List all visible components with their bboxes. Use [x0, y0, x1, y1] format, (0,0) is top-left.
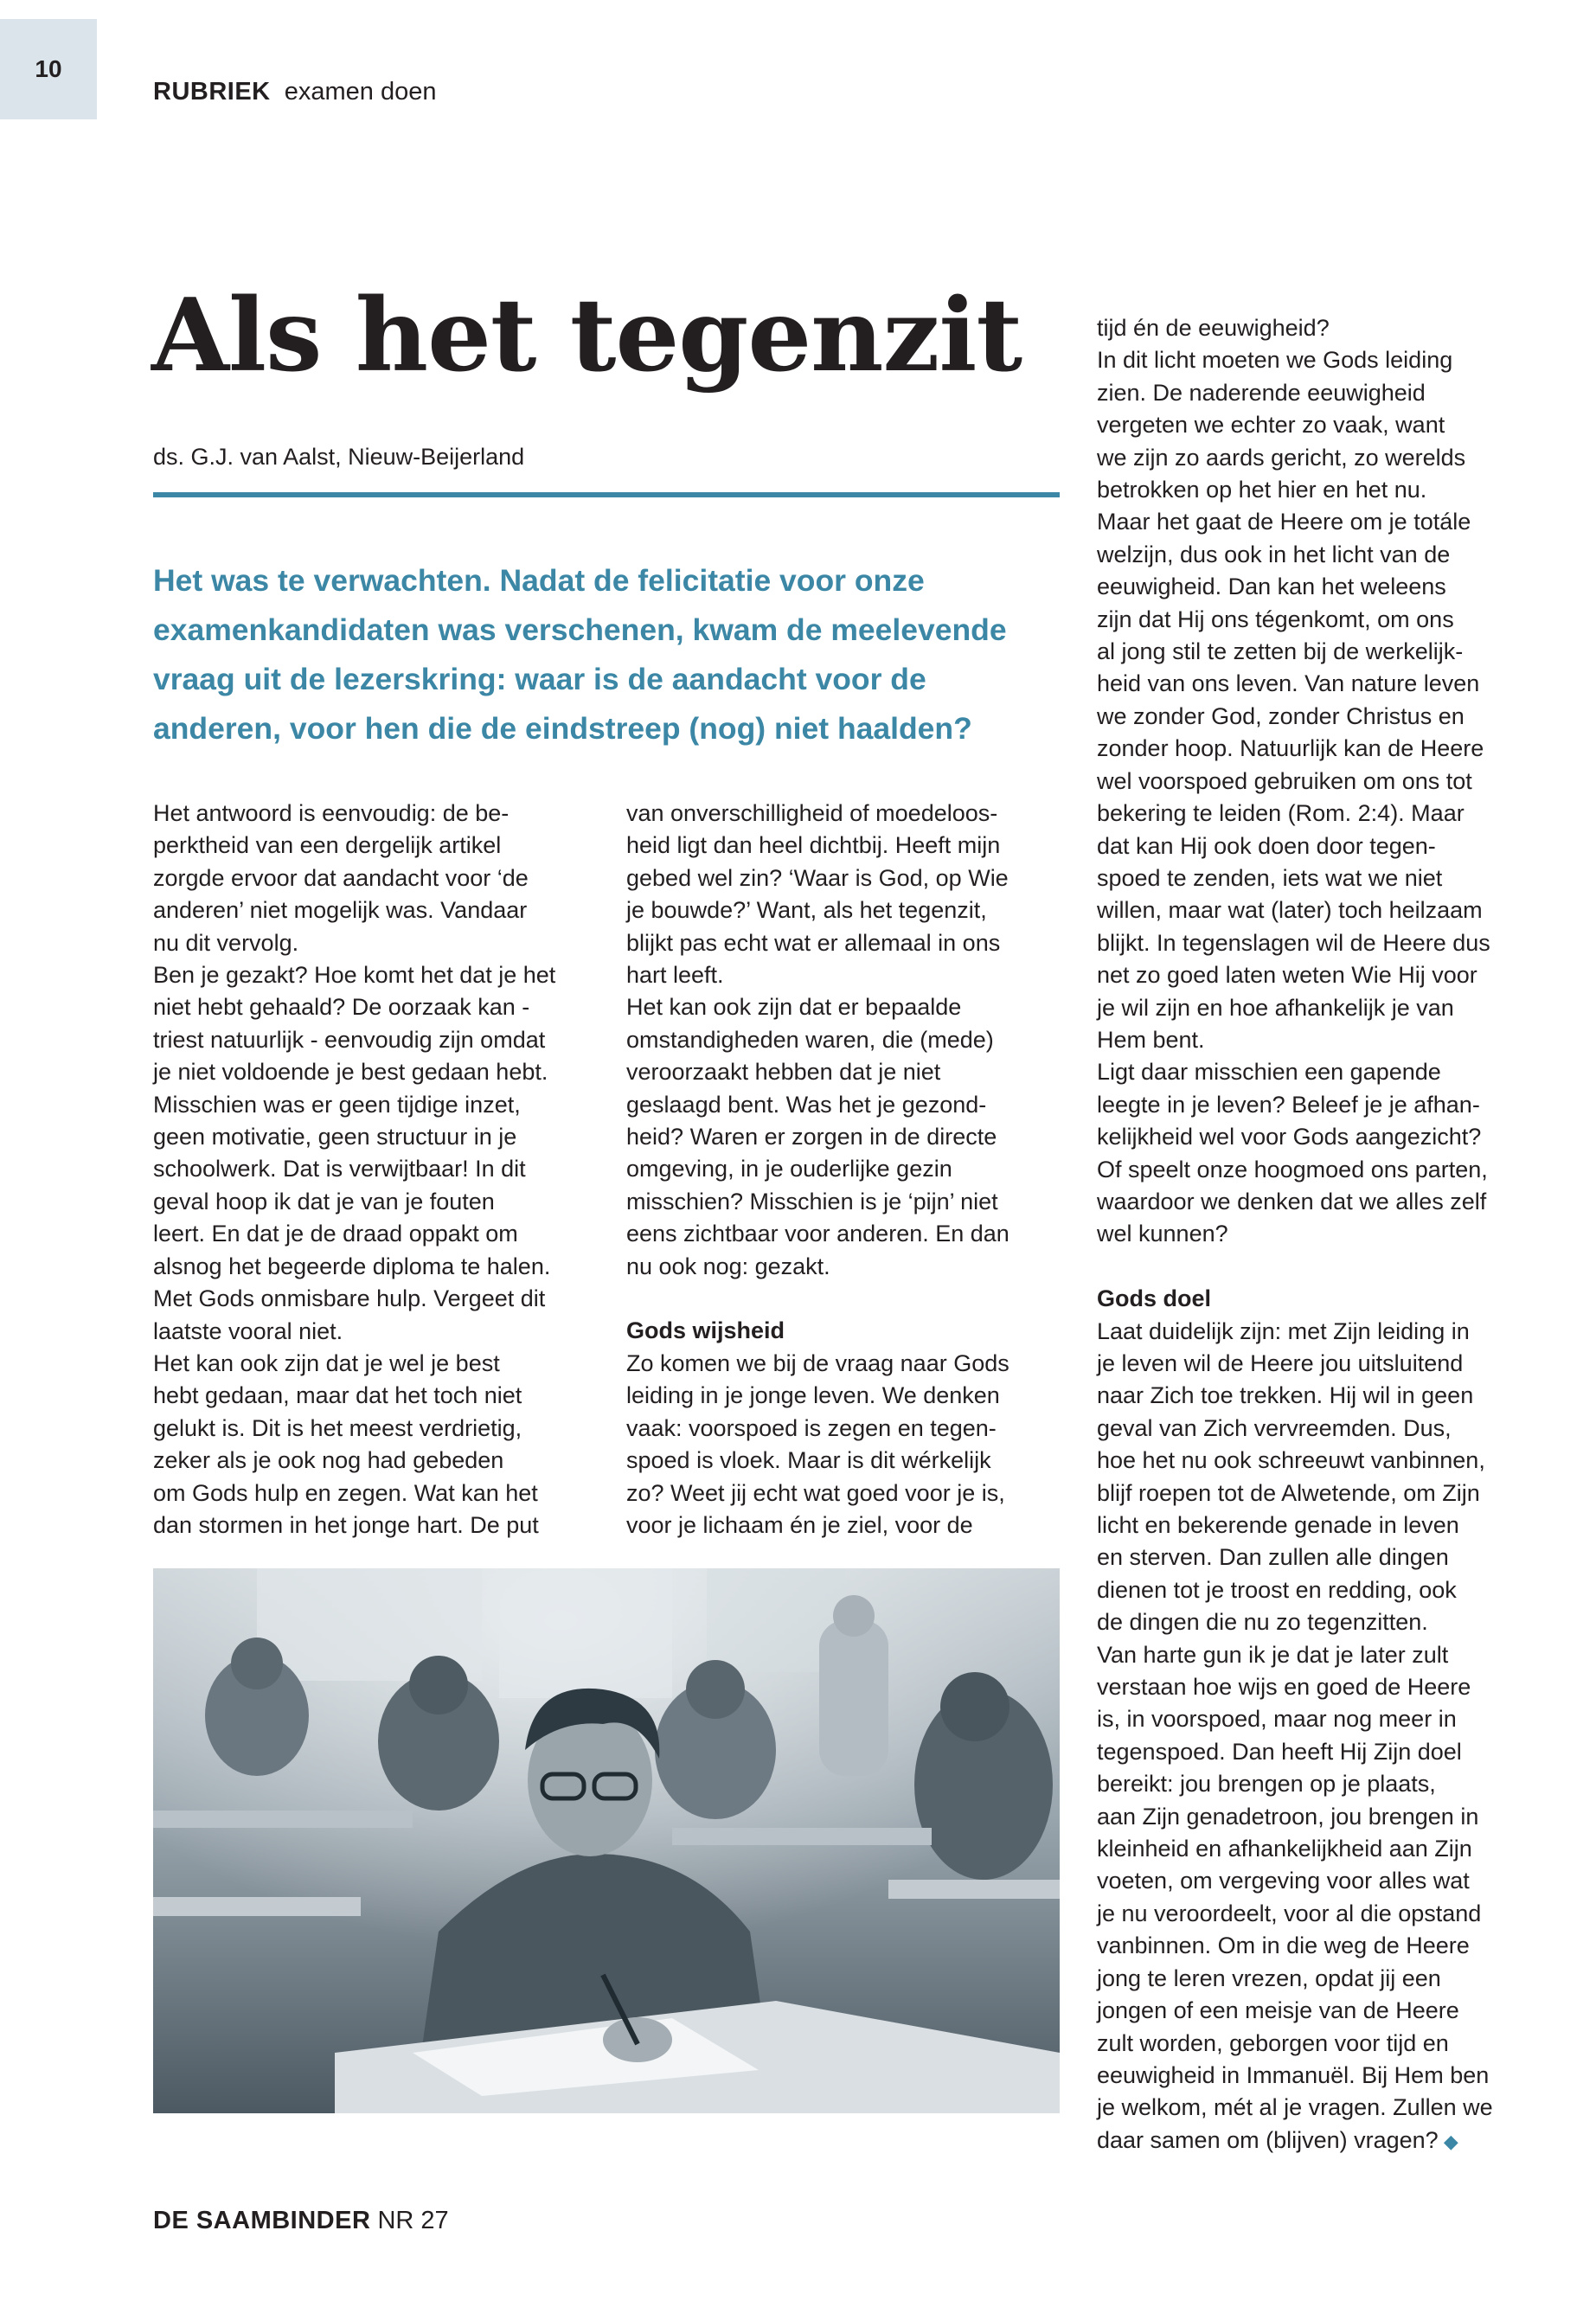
text-line: schoolwerk. Dat is verwijtbaar! In dit — [153, 1156, 526, 1183]
text-line: Zo komen we bij de vraag naar Gods — [626, 1349, 1010, 1376]
text-line: nu ook nog: gezakt. — [626, 1253, 830, 1279]
text-line: gebed wel zin? ‘Waar is God, op Wie — [626, 864, 1009, 891]
column-1-text — [153, 798, 603, 1541]
text-line: zijn dat Hij ons tégenkomt, om ons — [1097, 606, 1454, 632]
text-line: veroorzaakt hebben dat je niet — [626, 1059, 941, 1086]
text-line: om Gods hulp en zegen. Wat kan het — [153, 1479, 538, 1506]
text-line: Ligt daar misschien een gapende — [1097, 1059, 1441, 1086]
text-line: misschien? Misschien is je ‘pijn’ niet — [626, 1188, 998, 1215]
text-line: geen motivatie, geen structuur in je — [153, 1124, 517, 1150]
column-1 — [153, 798, 603, 1541]
text-line: blijkt. In tegenslagen wil de Heere dus — [1097, 929, 1490, 956]
text-line: we zijn zo aards gericht, zo werelds — [1097, 444, 1466, 471]
page-footer — [153, 2205, 449, 2236]
issue-number: NR 27 — [377, 2207, 449, 2234]
text-line: dan stormen in het jonge hart. De put — [153, 1511, 539, 1538]
text-line: kleinheid en afhankelijkheid aan Zijn — [1097, 1836, 1472, 1862]
text-line: zien. De naderende eeuwigheid — [1097, 379, 1426, 406]
text-line: vaak: voorspoed is zegen en tegen- — [626, 1414, 997, 1441]
text-line: je welkom, mét al je vragen. Zullen we — [1097, 2094, 1493, 2121]
text-line: eeuwigheid. Dan kan het weleens — [1097, 574, 1446, 600]
text-line: en sterven. Dan zullen alle dingen — [1097, 1544, 1449, 1571]
text-line: we zonder God, zonder Christus en — [1097, 702, 1465, 729]
text-line: perktheid van een dergelijk artikel — [153, 832, 502, 859]
text-line: Hem bent. — [1097, 1026, 1205, 1053]
text-line: van onverschilligheid of moedeloos- — [626, 800, 998, 826]
text-line: blijf roepen tot de Alwetende, om Zijn — [1097, 1479, 1480, 1506]
text-line: anderen, voor hen die de eindstreep (nog) niet haalden? — [153, 711, 972, 746]
text-line: spoed is vloek. Maar is dit wérkelijk — [626, 1447, 991, 1474]
text-line: In dit licht moeten we Gods leiding — [1097, 347, 1453, 374]
title-divider — [153, 492, 1060, 497]
text-line: voor je lichaam én je ziel, voor de — [626, 1511, 973, 1538]
text-line: leiding in je jonge leven. We denken — [626, 1382, 1000, 1409]
heading-gods-wijsheid: Gods wijsheid — [626, 1317, 785, 1344]
text-line: bekering te leiden (Rom. 2:4). Maar — [1097, 800, 1465, 827]
text-line: omgeving, in je ouderlijke gezin — [626, 1156, 952, 1183]
section-label: RUBRIEK — [153, 78, 271, 106]
text-line: examenkandidaten was verschenen, kwam de meelevende — [153, 612, 1007, 647]
text-line: licht en bekerende genade in leven — [1097, 1512, 1459, 1539]
text-line: blijkt pas echt wat er allemaal in ons — [626, 929, 1001, 956]
text-line: hart leeft. — [626, 962, 724, 989]
text-line: geval hoop ik dat je van je fouten — [153, 1188, 495, 1215]
text-line: leert. En dat je de draad oppakt om — [153, 1221, 518, 1247]
text-line: alsnog het begeerde diploma te halen. — [153, 1253, 551, 1279]
text-line: is, in voorspoed, maar nog meer in — [1097, 1706, 1457, 1733]
text-line: tijd én de eeuwigheid? — [1097, 315, 1330, 341]
text-line: je niet voldoende je best gedaan hebt. — [153, 1059, 548, 1086]
text-line: Van harte gun ik je dat je later zult — [1097, 1641, 1449, 1668]
text-line: nu dit vervolg. — [153, 929, 299, 956]
text-line: Of speelt onze hoogmoed ons parten, — [1097, 1156, 1488, 1183]
column-2-text-a — [626, 798, 1076, 1283]
text-line: zorgde ervoor dat aandacht voor ‘de — [153, 864, 529, 891]
column-3-text-a — [1097, 312, 1555, 1251]
text-line: Het kan ook zijn dat er bepaalde — [626, 994, 962, 1021]
text-line: eeuwigheid in Immanuël. Bij Hem ben — [1097, 2061, 1490, 2088]
text-line: geval van Zich vervreemden. Dus, — [1097, 1414, 1452, 1441]
section-name: examen doen — [284, 78, 437, 106]
heading-gods-doel: Gods doel — [1097, 1285, 1212, 1312]
text-line: aan Zijn genadetroon, jou brengen in — [1097, 1803, 1479, 1830]
text-line: verstaan hoe wijs en goed de Heere — [1097, 1674, 1471, 1701]
text-line: vanbinnen. Om in die weg de Heere — [1097, 1932, 1470, 1959]
text-line: je wil zijn en hoe afhankelijk je van — [1097, 994, 1454, 1021]
text-line: Laat duidelijk zijn: met Zijn leiding in — [1097, 1317, 1470, 1344]
text-line: spoed te zenden, iets wat we niet — [1097, 864, 1443, 891]
text-line: je nu veroordeelt, voor al die opstand — [1097, 1900, 1482, 1926]
text-line: hoe het nu ook schreeuwt vanbinnen, — [1097, 1447, 1485, 1474]
text-line: daar samen om (blijven) vragen? — [1097, 2126, 1439, 2153]
text-line: vergeten we echter zo vaak, want — [1097, 412, 1445, 439]
column-3-text-b — [1097, 1316, 1555, 2158]
text-line: willen, maar wat (later) toch heilzaam — [1097, 897, 1483, 924]
text-line: wel voorspoed gebruiken om ons tot — [1097, 767, 1472, 794]
text-line: je leven wil de Heere jou uitsluitend — [1097, 1349, 1464, 1376]
text-line: anderen’ niet mogelijk was. Vandaar — [153, 897, 528, 924]
text-line: Het was te verwachten. Nadat de felicitatie voor onze — [153, 563, 925, 598]
text-line: voeten, om vergeving voor alles wat — [1097, 1868, 1470, 1894]
text-line: Met Gods onmisbare hulp. Vergeet dit — [153, 1285, 546, 1312]
text-line: zonder hoop. Natuurlijk kan de Heere — [1097, 735, 1484, 762]
text-line: hebt gedaan, maar dat het toch niet — [153, 1382, 522, 1409]
text-line: net zo goed laten weten Wie Hij voor — [1097, 962, 1477, 989]
text-line: al jong stil te zetten bij de werkelijk- — [1097, 638, 1464, 665]
text-line: de dingen die nu zo tegenzitten. — [1097, 1609, 1428, 1636]
text-line: betrokken op het hier en het nu. — [1097, 477, 1427, 503]
text-line: heid ligt dan heel dichtbij. Heeft mijn — [626, 832, 1001, 859]
text-line: zo? Weet jij echt wat goed voor je is, — [626, 1479, 1005, 1506]
article-lead — [153, 556, 1070, 753]
magazine-name: DE SAAMBINDER — [153, 2207, 371, 2234]
section-header — [153, 76, 437, 107]
article-title: Als het tegenzit — [151, 277, 1022, 394]
text-line: Misschien was er geen tijdige inzet, — [153, 1091, 521, 1118]
column-2-text-b — [626, 1348, 1076, 1541]
text-line: leegte in je leven? Beleef je je afhan- — [1097, 1091, 1480, 1118]
page-number — [0, 19, 97, 119]
exam-classroom-photo — [153, 1568, 1060, 2113]
text-line: naar Zich toe trekken. Hij wil in geen — [1097, 1382, 1474, 1409]
end-of-article-icon: ◆ — [1438, 2130, 1458, 2152]
text-line: heid van ons leven. Van nature leven — [1097, 670, 1480, 697]
text-line: heid? Waren er zorgen in de directe — [626, 1124, 997, 1150]
page-number-text: 10 — [35, 55, 62, 82]
text-line: Het antwoord is eenvoudig: de be- — [153, 800, 510, 826]
text-line: welzijn, dus ook in het licht van de — [1097, 541, 1451, 567]
text-line: dat kan Hij ook doen door tegen- — [1097, 832, 1436, 859]
column-2 — [626, 798, 1076, 1541]
text-line: Het kan ook zijn dat je wel je best — [153, 1349, 500, 1376]
text-line: vraag uit de lezerskring: waar is de aandacht voor de — [153, 662, 926, 696]
column-3 — [1097, 312, 1555, 2157]
text-line: zeker als je ook nog had gebeden — [153, 1447, 504, 1474]
text-line: je bouwde?’ Want, als het tegenzit, — [626, 897, 987, 924]
text-line: laatste vooral niet. — [153, 1317, 343, 1344]
text-line: Ben je gezakt? Hoe komt het dat je het — [153, 962, 556, 989]
text-line: zult worden, geborgen voor tijd en — [1097, 2029, 1449, 2056]
text-line: niet hebt gehaald? De oorzaak kan - — [153, 994, 530, 1021]
text-line: gelukt is. Dit is het meest verdrietig, — [153, 1414, 522, 1441]
text-line: kelijkheid wel voor Gods aangezicht? — [1097, 1124, 1482, 1150]
text-line: jongen of een meisje van de Heere — [1097, 1997, 1459, 2024]
text-line: wel kunnen? — [1097, 1221, 1228, 1247]
text-line: jong te leren vrezen, opdat jij een — [1097, 1965, 1441, 1991]
text-line: omstandigheden waren, die (mede) — [626, 1026, 994, 1053]
text-line: bereikt: jou brengen op je plaats, — [1097, 1771, 1436, 1798]
text-line: tegenspoed. Dan heeft Hij Zijn doel — [1097, 1738, 1462, 1765]
text-line: geslaagd bent. Was het je gezond- — [626, 1091, 987, 1118]
text-line: eens zichtbaar voor anderen. En dan — [626, 1221, 1010, 1247]
article-byline: ds. G.J. van Aalst, Nieuw-Beijerland — [153, 444, 525, 470]
text-line: triest natuurlijk - eenvoudig zijn omdat — [153, 1026, 546, 1053]
text-line: dienen tot je troost en redding, ook — [1097, 1576, 1457, 1603]
text-line: Maar het gaat de Heere om je totále — [1097, 509, 1471, 535]
text-line: waardoor we denken dat we alles zelf — [1097, 1188, 1487, 1215]
